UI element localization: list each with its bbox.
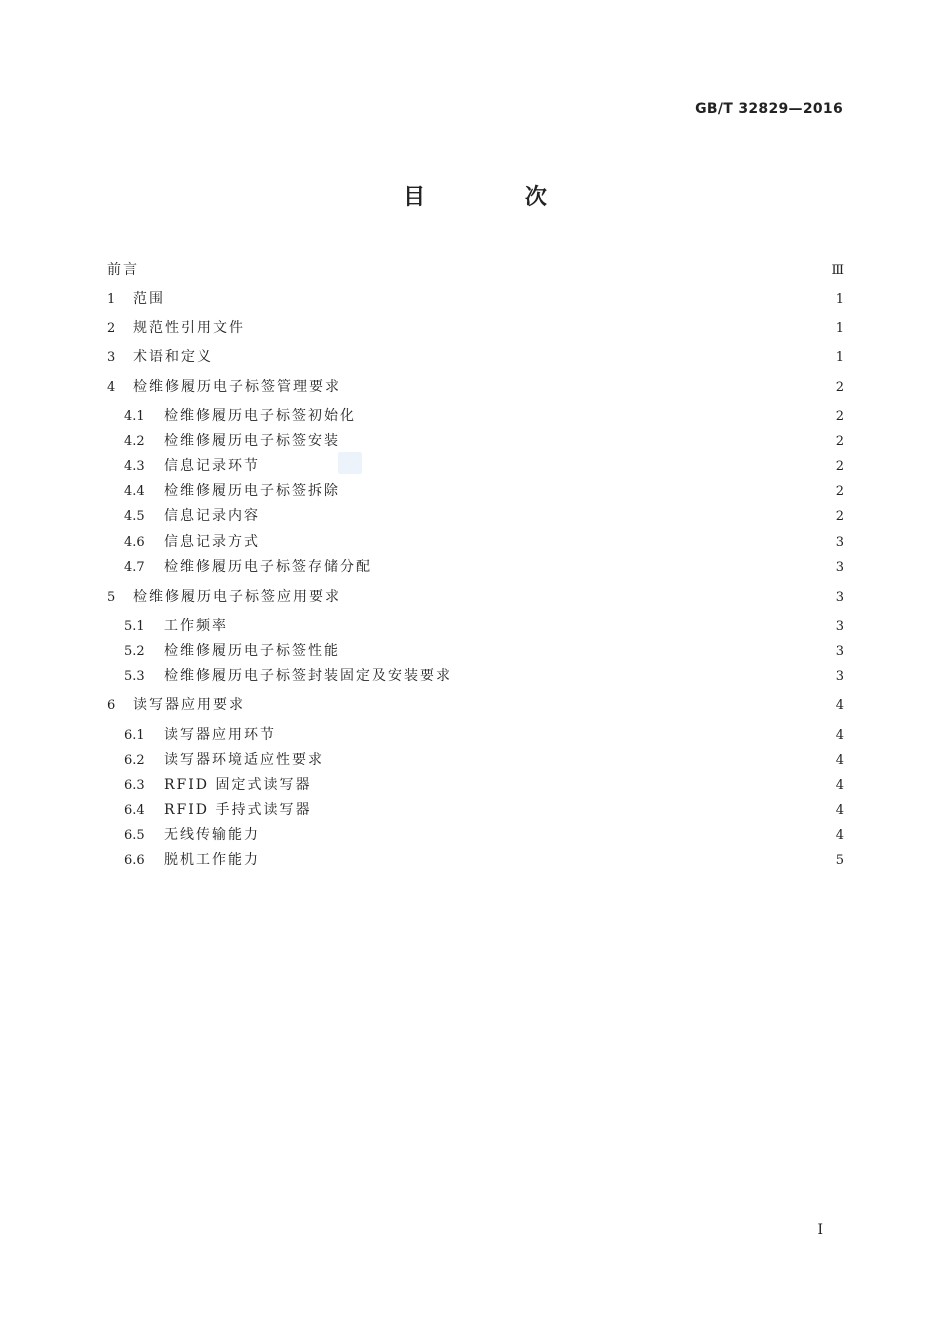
dot-leader bbox=[219, 345, 828, 370]
toc-entry-label: 范围 bbox=[133, 291, 165, 307]
toc-entry-label: 信息记录方式 bbox=[164, 534, 260, 550]
dot-leader bbox=[347, 585, 828, 610]
page-title: 目 次 bbox=[403, 184, 593, 210]
toc-entry-label: 信息记录环节 bbox=[164, 458, 260, 474]
dot-leader bbox=[266, 504, 828, 529]
toc-entry-number: 5.1 bbox=[124, 619, 145, 634]
dot-leader bbox=[346, 479, 828, 504]
toc-entry-number: 4 bbox=[107, 380, 116, 395]
toc-entry-number: 4.7 bbox=[124, 560, 145, 575]
toc-entry[interactable] bbox=[107, 664, 844, 689]
toc-entry-page: 4 bbox=[835, 803, 844, 818]
toc-entry-number: 2 bbox=[107, 321, 116, 336]
toc-entry-number: 3 bbox=[107, 350, 116, 365]
toc-entry-number: 4.2 bbox=[124, 434, 145, 449]
toc-entry-label: 脱机工作能力 bbox=[164, 852, 260, 868]
watermark-stamp bbox=[338, 452, 362, 474]
toc-entry-label: 检维修履历电子标签安装 bbox=[164, 433, 340, 449]
toc-entry-label: 检维修履历电子标签性能 bbox=[164, 643, 340, 659]
toc-entry[interactable] bbox=[107, 748, 844, 773]
toc-entry-page: 3 bbox=[835, 590, 844, 605]
toc-entry-page: 2 bbox=[835, 484, 844, 499]
dot-leader bbox=[266, 848, 828, 873]
toc-entry-label: 检维修履历电子标签存储分配 bbox=[164, 559, 372, 575]
toc-entry-label: 检维修履历电子标签管理要求 bbox=[133, 379, 341, 395]
toc-entry-number: 6.2 bbox=[124, 753, 145, 768]
toc-entry-number: 4.1 bbox=[124, 409, 145, 424]
dot-leader bbox=[458, 664, 828, 689]
toc-entry-page: 4 bbox=[835, 828, 844, 843]
toc-entry-page: 2 bbox=[835, 434, 844, 449]
dot-leader bbox=[378, 555, 828, 580]
toc-entry[interactable] bbox=[107, 848, 844, 873]
toc-entry-label: 读写器应用环节 bbox=[164, 727, 276, 743]
toc-entry-number: 4.4 bbox=[124, 484, 145, 499]
toc-entry[interactable] bbox=[107, 429, 844, 454]
dot-leader bbox=[330, 748, 828, 773]
toc-entry[interactable] bbox=[107, 585, 844, 610]
toc-entry-label: 无线传输能力 bbox=[164, 827, 260, 843]
toc-entry-page: 3 bbox=[835, 535, 844, 550]
toc-entry[interactable] bbox=[107, 614, 844, 639]
dot-leader bbox=[145, 258, 825, 283]
toc-entry-page: 4 bbox=[835, 728, 844, 743]
dot-leader bbox=[311, 773, 828, 798]
toc-entry-number: 4.5 bbox=[124, 509, 145, 524]
dot-leader bbox=[346, 429, 828, 454]
toc-entry-page: 2 bbox=[835, 509, 844, 524]
toc-entry-page: 2 bbox=[835, 380, 844, 395]
toc-entry-label: 检维修履历电子标签拆除 bbox=[164, 483, 340, 499]
toc-entry-page: 1 bbox=[835, 321, 844, 336]
toc-entry-page: 5 bbox=[835, 853, 844, 868]
dot-leader bbox=[347, 375, 828, 400]
toc-entry-page: 3 bbox=[835, 619, 844, 634]
toc-entry[interactable] bbox=[107, 693, 844, 718]
dot-leader bbox=[346, 639, 828, 664]
toc-entry-page: 1 bbox=[835, 350, 844, 365]
toc-entry[interactable] bbox=[107, 504, 844, 529]
toc-entry-label: 前言 bbox=[107, 262, 139, 278]
toc-entry-number: 6.1 bbox=[124, 728, 145, 743]
toc-entry-label: 检维修履历电子标签封装固定及安装要求 bbox=[164, 668, 452, 684]
toc-entry-number: 5 bbox=[107, 590, 116, 605]
toc-entry-number: 4.6 bbox=[124, 535, 145, 550]
toc-entry-number: 4.3 bbox=[124, 459, 145, 474]
dot-leader bbox=[251, 316, 828, 341]
dot-leader bbox=[251, 693, 828, 718]
toc-entry[interactable] bbox=[107, 345, 844, 370]
toc-entry-number: 5.3 bbox=[124, 669, 145, 684]
dot-leader bbox=[171, 287, 828, 312]
toc-entry-number: 5.2 bbox=[124, 644, 145, 659]
toc-entry[interactable] bbox=[107, 375, 844, 400]
toc-entry[interactable] bbox=[107, 404, 844, 429]
toc-entry-page: 3 bbox=[835, 644, 844, 659]
toc-entry-number: 6 bbox=[107, 698, 116, 713]
dot-leader bbox=[266, 530, 828, 555]
toc-entry[interactable] bbox=[107, 555, 844, 580]
standard-number: GB/T 32829—2016 bbox=[695, 101, 843, 117]
toc-entry-label: 规范性引用文件 bbox=[133, 320, 245, 336]
toc-entry[interactable] bbox=[107, 798, 844, 823]
toc-entry-label: RFID 固定式读写器 bbox=[164, 777, 312, 793]
dot-leader bbox=[282, 723, 828, 748]
toc-entry[interactable] bbox=[107, 823, 844, 848]
page-number: I bbox=[817, 1222, 823, 1238]
toc-entry[interactable] bbox=[107, 479, 844, 504]
toc-entry-label: 检维修履历电子标签初始化 bbox=[164, 408, 356, 424]
toc-entry-page: 3 bbox=[835, 560, 844, 575]
toc-entry-number: 1 bbox=[107, 292, 116, 307]
toc-entry-page: 4 bbox=[835, 778, 844, 793]
dot-leader bbox=[311, 798, 828, 823]
toc-entry-page: 3 bbox=[835, 669, 844, 684]
toc-entry-number: 6.6 bbox=[124, 853, 145, 868]
toc-entry-label: 工作频率 bbox=[164, 618, 228, 634]
toc-entry-page: 1 bbox=[835, 292, 844, 307]
toc-entry-number: 6.5 bbox=[124, 828, 145, 843]
dot-leader bbox=[234, 614, 828, 639]
toc-entry[interactable] bbox=[107, 530, 844, 555]
dot-leader bbox=[362, 404, 828, 429]
toc-entry[interactable] bbox=[107, 454, 844, 479]
toc-entry[interactable] bbox=[107, 287, 844, 312]
dot-leader bbox=[266, 823, 828, 848]
toc-entry[interactable] bbox=[107, 639, 844, 664]
toc-entry-label: 检维修履历电子标签应用要求 bbox=[133, 589, 341, 605]
toc-entry[interactable] bbox=[107, 723, 844, 748]
toc-entry-label: RFID 手持式读写器 bbox=[164, 802, 312, 818]
toc-entry-number: 6.4 bbox=[124, 803, 145, 818]
toc-entry-page: 4 bbox=[835, 753, 844, 768]
toc-entry-page: 2 bbox=[835, 409, 844, 424]
toc-entry-label: 读写器应用要求 bbox=[133, 697, 245, 713]
toc-entry-foreword[interactable] bbox=[107, 258, 844, 283]
toc-entry-label: 术语和定义 bbox=[133, 349, 213, 365]
toc-entry-page: Ⅲ bbox=[831, 263, 844, 278]
toc-entry-label: 读写器环境适应性要求 bbox=[164, 752, 324, 768]
toc-entry-number: 6.3 bbox=[124, 778, 145, 793]
toc-entry-page: 2 bbox=[835, 459, 844, 474]
toc-entry[interactable] bbox=[107, 316, 844, 341]
toc-entry-page: 4 bbox=[835, 698, 844, 713]
toc-entry[interactable] bbox=[107, 773, 844, 798]
toc-entry-label: 信息记录内容 bbox=[164, 508, 260, 524]
